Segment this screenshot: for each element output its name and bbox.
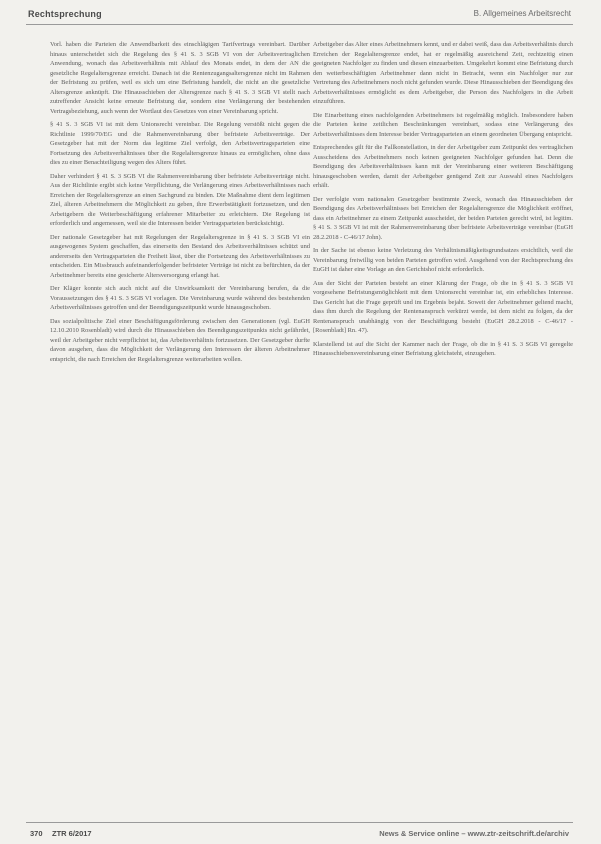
paragraph: Der Kläger konnte sich auch nicht auf die Unwirksamkeit der Vereinbarung berufen, da die Voraussetzungen des § 41 S. 3 SGB VI vorlagen. Die Vereinbarung wurde während des bestehenden Arbeitsverhältnisses getroffen und der Beendigungszeitpunkt wurde hinausgeschoben. [50,285,310,311]
paragraph: Das sozialpolitische Ziel einer Beschäftigungsförderung zwischen den Generationen (vgl. EuGH 12.10.2010 Rosenbladt) wird durch die Hinausschieben des Beendigungszeitpunkts nicht gefährdet, weil der Arbeitgeber nicht verpflichtet ist, das Arbeitsverhältnis fortzusetzen. Der Gesetzgeber durfte davon ausgehen, dass die Möglichkeit der Verlängerung den Interessen der älteren Arbeitnehmer entspricht, die nach Erreichen der Regelaltersgrenze weiterarbeiten wollen. [50,317,310,363]
footer-divider [26,822,573,823]
header-divider [26,24,573,25]
paragraph: § 41 S. 3 SGB VI ist mit dem Unionsrecht vereinbar. Die Regelung verstößt nicht gegen die Richtlinie 1999/70/EG und die Rahmenvereinbarung über befristete Arbeitsverträge. Der Gesetzgeber hat mit der Norm das legitime Ziel verfolgt, den Arbeitsvertragsparteien eine Fortsetzung des Arbeitsverhältnisses über die Regelaltersgrenze hinaus zu ermöglichen, ohne dass dies zu einer Benachteiligung wegen des Alters führt. [50,121,310,166]
footer-link-text: News & Service online – www.ztr-zeitschrift.de/archiv [379,829,569,838]
paragraph: Klarstellend ist auf die Sicht der Kammer nach der Frage, ob die in § 41 S. 3 SGB VI geregelte Hinausschiebensvereinbarung einer Befristung gleichsteht, einzugehen. [313,340,573,357]
section-topic: B. Allgemeines Arbeitsrecht [473,9,571,18]
paragraph: Aus der Sicht der Parteien besteht an einer Klärung der Frage, ob die in § 41 S. 3 SGB VI vorgesehene Befristungsmöglichkeit mit dem Unionsrecht vereinbar ist, ein erhebliches Interesse. Das Gericht hat die Frage geprüft und im Ergebnis bejaht. Soweit der Arbeitnehmer geltend macht, dass ihm durch die Regelung der Rentenanspruch verkürzt werde, ist dem nicht zu folgen, da der Rentenanspruch unabhängig von der Beschäftigung besteht (EuGH 28.2.2018 - C-46/17 - [Rosenbladt] Rn. 47). [313,279,573,334]
section-title: Rechtsprechung [28,9,102,19]
paragraph: Der nationale Gesetzgeber hat mit Regelungen der Regelaltersgrenze in § 41 S. 3 SGB VI ein ausgewogenes System geschaffen, das einerseits den Bestand des Arbeitsverhältnisses schützt und andererseits den Vertragsparteien die Freiheit lässt, über die Fortsetzung des Arbeitsverhältnisses zu entscheiden. Ein Missbrauch aufeinanderfolgender befristeter Verträge ist nicht zu befürchten, da der Arbeitnehmer bereits eine gesicherte Altersversorgung erlangt hat. [50,233,310,279]
paragraph: Daher verhindert § 41 S. 3 SGB VI die Rahmenvereinbarung über befristete Arbeitsverträge nicht. Aus der Richtlinie ergibt sich keine Verpflichtung, die Verlängerung eines Arbeitsverhältnisses nach Erreichen der Regelaltersgrenze an einen Sachgrund zu binden. Die Maßnahme dient dem legitimen Ziel, älteren Arbeitnehmern die Möglichkeit zu geben, ihre Erwerbstätigkeit fortzusetzen, und den Arbeitgebern die Weiterbeschäftigung erfahrener Mitarbeiter zu erleichtern. Die Regelung ist erforderlich und angemessen, weil sie die Interessen beider Vertragsparteien berücksichtigt. [50,172,310,227]
page-number: 370 [30,829,43,838]
paragraph: Entsprechendes gilt für die Fallkonstellation, in der der Arbeitgeber zum Zeitpunkt des vertraglichen Ausscheidens des Arbeitnehmers noch keinen geeigneten Nachfolger gefunden hat. Denn die Beendigung des Arbeitsverhältnisses kann mit der Vereinbarung einer weiteren Beschäftigung hinausgeschoben werden, damit der Arbeitgeber genügend Zeit zur Auswahl eines Nachfolgers erhält. [313,144,573,189]
paragraph: In der Sache ist ebenso keine Verletzung des Verhältnismäßigkeitsgrundsatzes ersichtlich, weil die Vereinbarung freiwillig von beiden Parteien getroffen wird. Ausgehend von der Rechtsprechung des EuGH ist daher eine Vorlage an den Gerichtshof nicht erforderlich. [313,247,573,273]
paragraph: Arbeitgeber das Alter eines Arbeitnehmers kennt, und er dabei weiß, dass das Arbeitsverhältnis durch Erreichen der Regelaltersgrenze endet, hat er regelmäßig ausreichend Zeit, rechtzeitig einen geeigneten Nachfolger zu finden und diesen einzuarbeiten. Umgekehrt kommt eine Befristung durch den weiterbeschäftigten Arbeitnehmer dann nicht in Betracht, wenn ein Nachfolger nur zur Vertretung des Arbeitnehmers noch nicht gefunden wurde. Diese Hinausschieben der Beendigung des Arbeitsverhältnisses ermöglicht es dem Arbeitgeber, die Person des Nachfolgers in die Arbeit einzuführen. [313,41,573,105]
journal-issue: ZTR 6/2017 [52,829,92,838]
left-column [50,40,310,812]
right-column [313,40,573,812]
paragraph: Der verfolgte vom nationalen Gesetzgeber bestimmte Zweck, wonach das Hinausschieben der Beendigung des Arbeitsverhältnisses bei Erreichen der Regelaltersgrenze die Möglichkeit eröffnet, dass ein Arbeitnehmer zu einem Zeitpunkt ausscheidet, der beiden Parteien gerecht wird, ist legitim. § 41 S. 3 SGB VI ist mit der Rahmenvereinbarung über befristete Arbeitsverträge vereinbar (EuGH 28.2.2018 - C-46/17 John). [313,195,573,241]
paragraph: Vorl. haben die Parteien die Anwendbarkeit des einschlägigen Tarifvertrags vereinbart. Darüber hinaus unterscheidet sich die Regelung des § 41 S. 3 SGB VI von der Arbeitsvertraglichen Anwendung, wonach das Arbeitsverhältnis mit Ablauf des Monats endet, in dem der AN die gesetzliche Regelaltersgrenze erreicht. Danach ist die Rentenzugangsaltersgrenze nicht im Rahmen der Befristung zu prüfen, weil es sich um eine Befristung handelt, die nicht an die gesetzliche Altersgrenze anknüpft. Die Hinausschieben der Altersgrenze nach § 41 S. 3 SGB VI stellt nach zutreffender Ansicht keine erneute Befristung dar, sondern eine Verlängerung der bestehenden Vertragsbeziehung, auch wenn der Wortlaut des Gesetzes von einer Vereinbarung spricht. [50,41,310,115]
paragraph: Die Einarbeitung eines nachfolgenden Arbeitnehmers ist regelmäßig möglich. Insbesondere haben die Parteien keine zeitlichen Beschränkungen vereinbart, sodass eine Verlängerung des Arbeitsverhältnisses dem Interesse beider Vertragsparteien an einem geordneten Übergang entspricht. [313,111,573,138]
